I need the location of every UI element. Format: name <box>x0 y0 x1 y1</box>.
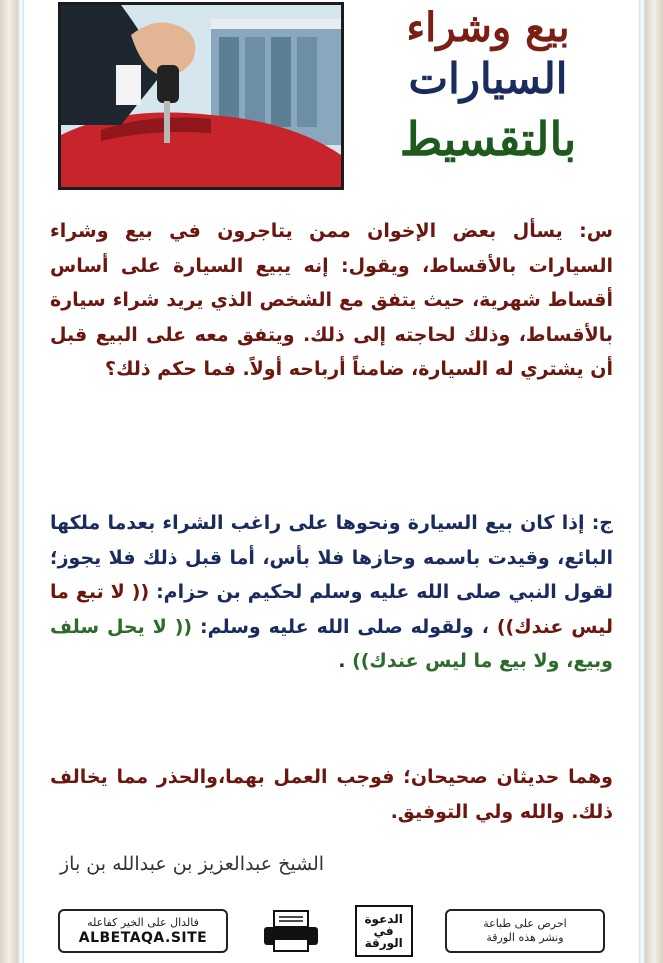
title-line-2: السيارات <box>408 54 568 103</box>
conclusion-text: وهما حديثان صحيحان؛ فوجب العمل بهما،والحذر مما يخالف ذلك. والله ولي التوفيق. <box>50 766 613 823</box>
footer-right-line-1: احرص على طباعة <box>483 917 567 930</box>
printer-icon <box>260 909 322 953</box>
right-scroll-edge <box>639 0 645 963</box>
page-title <box>363 4 613 174</box>
left-frame <box>0 0 18 963</box>
right-frame <box>645 0 663 963</box>
footer-left-box <box>58 909 228 953</box>
hadith-1: (( لا تبع ما ليس عندك)) <box>50 581 614 638</box>
title-line-3: بالتقسيط <box>399 112 577 166</box>
answer-part-3: . <box>338 650 353 672</box>
footer-site-link[interactable]: ALBETAQA.SITE <box>78 930 208 946</box>
footer-left-caption: فالدال على الخير كفاعله <box>87 916 199 929</box>
question-text: س: يسأل بعض الإخوان ممن يتاجرون في بيع وشراء السيارات بالأقساط، ويقول: إنه يبيع السيارة على أساس أقساط شهرية، حيث يتفق مع الشخص الذي يريد شراء سيارة بالأقساط، وذلك لحاجته إلى ذلك. ويتفق معه على البيع قبل أن يشتري له السيارة، ضامناً أرباحه أولاً. فما حكم ذلك؟ <box>50 220 613 380</box>
footer-bar <box>58 906 605 956</box>
signature: الشيخ عبدالعزيز بن عبدالله بن باز <box>60 853 325 875</box>
answer-part-1: ج: إذا كان بيع السيارة ونحوها على راغب الشراء بعدما ملكها البائع، وقيدت باسمه وحازها فلا بأس، أما قبل ذلك فلا يجوز؛ لقول النبي صلى الله عليه وسلم لحكيم بن حزام: <box>50 512 613 603</box>
footer-right-box <box>445 909 605 953</box>
car-keys-illustration <box>61 5 341 187</box>
answer-part-2: ، ولقوله صلى الله عليه وسلم: <box>192 615 497 638</box>
left-scroll-edge <box>18 0 24 963</box>
car-keys-photo <box>58 2 344 190</box>
hadith-2: (( لا يحل سلف وبيع، ولا بيع ما ليس عندك)) <box>50 615 613 672</box>
logo: الدعوة في الورقة <box>355 905 413 957</box>
footer-right-line-2: ونشر هذه الورقة <box>486 931 564 944</box>
answer-text <box>50 506 613 679</box>
title-line-1: بيع وشراء <box>406 4 570 51</box>
